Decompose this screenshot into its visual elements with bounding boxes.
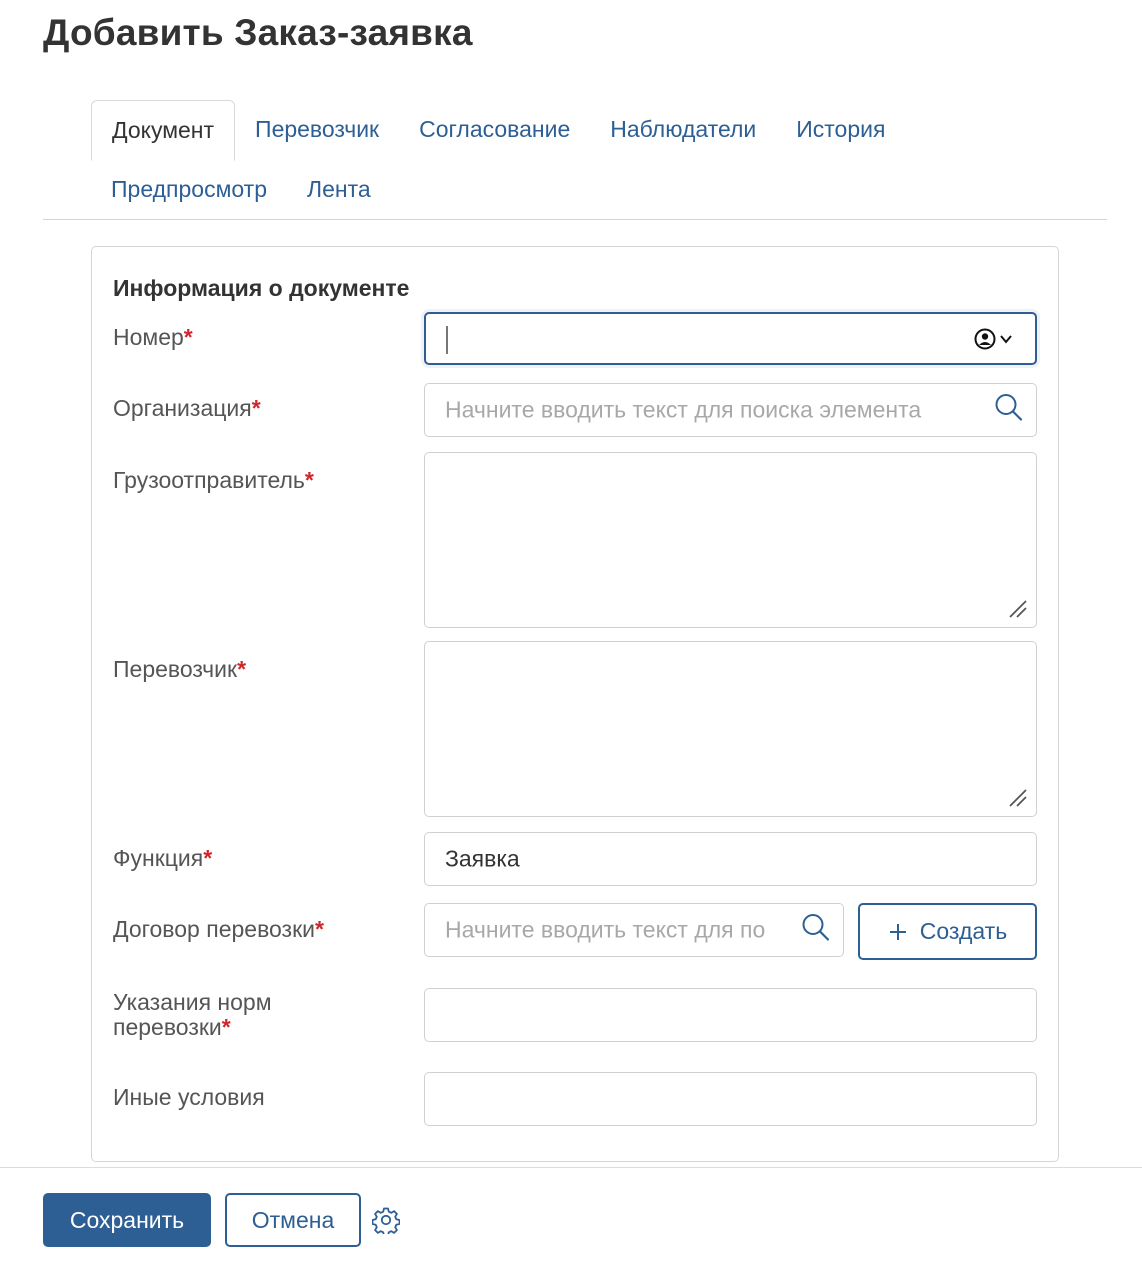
search-icon[interactable] <box>994 393 1024 428</box>
tab-carrier[interactable]: Перевозчик <box>255 116 380 142</box>
create-button-label: Создать <box>919 918 1008 944</box>
organization-label-text: Организация <box>113 395 252 421</box>
search-icon[interactable] <box>801 913 831 948</box>
tab-observers[interactable]: Наблюдатели <box>610 116 757 142</box>
tabs-divider <box>43 219 1107 220</box>
required-mark: * <box>221 1014 231 1040</box>
carrier-textarea[interactable] <box>424 641 1037 817</box>
carrier-label <box>113 657 246 682</box>
contract-placeholder: Начните вводить текст для по <box>445 916 766 943</box>
create-contract-button[interactable] <box>858 903 1037 960</box>
plus-icon <box>888 922 908 942</box>
organization-search-input[interactable] <box>424 383 1037 437</box>
user-circle-chevron-icon[interactable] <box>974 328 1013 350</box>
required-mark: * <box>203 845 213 871</box>
shipper-label <box>113 468 314 493</box>
organization-label <box>113 396 261 421</box>
number-input[interactable] <box>424 312 1037 365</box>
contract-label-text: Договор перевозки <box>113 916 316 942</box>
function-label <box>113 846 212 871</box>
organization-placeholder: Начните вводить текст для поиска элемента <box>445 396 922 423</box>
page-title: Добавить Заказ-заявка <box>43 12 473 53</box>
norms-label-line2-wrap <box>113 1015 272 1040</box>
chevron-down-icon <box>999 332 1013 346</box>
tab-history[interactable]: История <box>796 116 886 142</box>
tab-document[interactable]: Документ <box>91 100 235 161</box>
tabs-row-2 <box>91 160 391 218</box>
cancel-button[interactable]: Отмена <box>225 1193 361 1247</box>
required-mark: * <box>315 916 324 942</box>
required-mark: * <box>183 324 193 350</box>
text-caret <box>446 326 448 354</box>
tabs-row-1 <box>91 99 905 160</box>
resize-grip-icon[interactable] <box>1006 786 1028 808</box>
norms-label <box>113 990 272 1040</box>
carrier-label-text: Перевозчик <box>113 656 238 682</box>
function-value: Заявка <box>445 845 520 872</box>
shipper-textarea[interactable] <box>424 452 1037 628</box>
number-label <box>113 325 193 350</box>
document-info-panel <box>91 246 1059 1162</box>
section-title: Информация о документе <box>113 275 410 301</box>
norms-label-line1: Указания норм <box>113 989 272 1015</box>
contract-label <box>113 917 324 942</box>
other-terms-input[interactable] <box>424 1072 1037 1126</box>
required-mark: * <box>304 467 314 493</box>
function-input[interactable] <box>424 832 1037 886</box>
other-terms-label: Иные условия <box>113 1084 265 1110</box>
resize-grip-icon[interactable] <box>1006 597 1028 619</box>
shipper-label-text: Грузоотправитель <box>113 467 305 493</box>
function-label-text: Функция <box>113 845 204 871</box>
contract-search-input[interactable] <box>424 903 844 957</box>
save-button[interactable]: Сохранить <box>43 1193 211 1247</box>
tab-approval[interactable]: Согласование <box>419 116 571 142</box>
required-mark: * <box>251 395 261 421</box>
norms-label-line2: перевозки <box>113 1014 222 1040</box>
tab-preview[interactable]: Предпросмотр <box>111 175 267 202</box>
tab-feed[interactable]: Лента <box>307 175 371 202</box>
footer-divider <box>0 1167 1142 1168</box>
gear-icon[interactable] <box>372 1206 400 1234</box>
user-circle-icon <box>974 328 996 350</box>
norms-input[interactable] <box>424 988 1037 1042</box>
number-label-text: Номер <box>113 324 184 350</box>
required-mark: * <box>237 656 247 682</box>
